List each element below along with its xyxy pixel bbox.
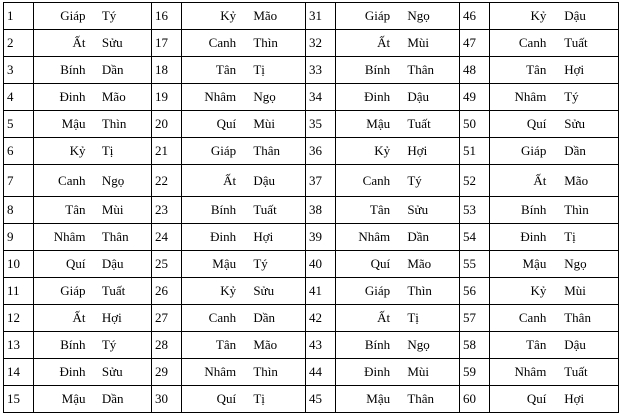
cycle-name-cell [182, 251, 306, 278]
table-row [4, 197, 619, 224]
sexagenary-cycle-table [3, 2, 619, 413]
table-row [4, 57, 619, 84]
heavenly-stem: Giáp [364, 283, 391, 298]
cycle-number-cell: 58 [460, 332, 490, 359]
cycle-number-cell: 56 [460, 278, 490, 305]
cycle-name-cell [34, 30, 152, 57]
cycle-number-cell: 43 [306, 332, 336, 359]
heavenly-stem: Ất [533, 172, 547, 188]
cycle-name-cell [490, 30, 619, 57]
heavenly-stem: Tân [215, 62, 237, 77]
cycle-number-cell: 25 [152, 251, 182, 278]
cycle-number-cell: 16 [152, 3, 182, 30]
cycle-number-cell: 47 [460, 30, 490, 57]
heavenly-stem: Mậu [212, 256, 237, 271]
heavenly-stem: Bính [364, 62, 391, 77]
earthly-branch: Mão [407, 256, 432, 271]
earthly-branch: Mùi [407, 364, 429, 379]
cycle-name-cell [336, 305, 460, 332]
cycle-number-cell: 51 [460, 138, 490, 165]
table-row [4, 165, 619, 197]
earthly-branch: Hợi [564, 62, 585, 77]
heavenly-stem: Đinh [59, 89, 86, 104]
earthly-branch: Tý [101, 337, 117, 352]
cycle-name-cell [182, 278, 306, 305]
earthly-branch: Thân [101, 229, 129, 244]
table-row [4, 386, 619, 413]
table-row [4, 138, 619, 165]
cycle-name-cell [34, 84, 152, 111]
heavenly-stem: Giáp [60, 283, 86, 298]
earthly-branch: Thân [253, 143, 281, 158]
cycle-number-cell: 14 [4, 359, 34, 386]
earthly-branch: Tý [564, 89, 579, 104]
heavenly-stem: Nhâm [358, 229, 391, 244]
heavenly-stem: Tân [215, 337, 237, 352]
cycle-number-cell: 48 [460, 57, 490, 84]
heavenly-stem: Nhâm [204, 89, 237, 104]
earthly-branch: Thìn [407, 283, 432, 298]
cycle-number-cell: 27 [152, 305, 182, 332]
heavenly-stem: Canh [208, 310, 237, 325]
cycle-number-cell: 30 [152, 386, 182, 413]
cycle-name-cell [336, 386, 460, 413]
earthly-branch: Sửu [101, 35, 123, 50]
earthly-branch: Sửu [407, 202, 429, 217]
cycle-number-cell: 60 [460, 386, 490, 413]
earthly-branch: Sửu [253, 283, 275, 298]
cycle-name-cell [182, 359, 306, 386]
earthly-branch: Dần [564, 143, 586, 158]
cycle-number-cell: 21 [152, 138, 182, 165]
cycle-name-cell [490, 57, 619, 84]
earthly-branch: Thân [407, 391, 435, 406]
cycle-name-cell [490, 386, 619, 413]
earthly-branch: Ngọ [101, 172, 125, 188]
heavenly-stem: Nhâm [514, 364, 547, 379]
earthly-branch: Thân [564, 310, 591, 325]
cycle-name-cell [34, 386, 152, 413]
earthly-branch: Hợi [101, 310, 122, 325]
cycle-name-cell [34, 165, 152, 197]
cycle-name-cell [34, 3, 152, 30]
cycle-name-cell [182, 224, 306, 251]
earthly-branch: Ngọ [407, 337, 430, 352]
cycle-number-cell: 24 [152, 224, 182, 251]
heavenly-stem: Giáp [60, 8, 86, 23]
heavenly-stem: Quí [370, 256, 391, 271]
cycle-name-cell [182, 197, 306, 224]
cycle-name-cell [336, 84, 460, 111]
heavenly-stem: Quí [526, 391, 547, 406]
earthly-branch: Hợi [253, 229, 274, 244]
earthly-branch: Dần [253, 310, 275, 325]
cycle-name-cell [182, 3, 306, 30]
earthly-branch: Dậu [564, 8, 586, 23]
cycle-number-cell: 3 [4, 57, 34, 84]
cycle-number-cell: 4 [4, 84, 34, 111]
heavenly-stem: Bính [364, 337, 391, 352]
earthly-branch: Ngọ [253, 89, 276, 104]
cycle-number-cell: 35 [306, 111, 336, 138]
cycle-name-cell [34, 197, 152, 224]
cycle-number-cell: 29 [152, 359, 182, 386]
earthly-branch: Thân [407, 62, 435, 77]
cycle-name-cell [336, 251, 460, 278]
cycle-table-body [4, 3, 619, 413]
cycle-name-cell [490, 3, 619, 30]
cycle-number-cell: 10 [4, 251, 34, 278]
cycle-name-cell [490, 332, 619, 359]
cycle-name-cell [182, 138, 306, 165]
cycle-number-cell: 31 [306, 3, 336, 30]
cycle-number-cell: 15 [4, 386, 34, 413]
cycle-number-cell: 37 [306, 165, 336, 197]
cycle-number-cell: 59 [460, 359, 490, 386]
cycle-number-cell: 52 [460, 165, 490, 197]
heavenly-stem: Tân [526, 62, 547, 77]
earthly-branch: Dần [407, 229, 429, 244]
table-row [4, 3, 619, 30]
heavenly-stem: Quí [216, 116, 237, 131]
cycle-name-cell [490, 111, 619, 138]
earthly-branch: Mùi [564, 283, 586, 298]
heavenly-stem: Đinh [520, 229, 547, 244]
cycle-number-cell: 33 [306, 57, 336, 84]
table-row [4, 84, 619, 111]
cycle-number-cell: 57 [460, 305, 490, 332]
cycle-name-cell [34, 332, 152, 359]
heavenly-stem: Mậu [366, 116, 391, 131]
cycle-name-cell [34, 359, 152, 386]
cycle-number-cell: 46 [460, 3, 490, 30]
heavenly-stem: Mậu [61, 116, 86, 131]
heavenly-stem: Kỷ [69, 143, 86, 158]
sexagenary-cycle-page [3, 2, 618, 413]
earthly-branch: Thìn [253, 364, 278, 379]
cycle-number-cell: 42 [306, 305, 336, 332]
heavenly-stem: Canh [518, 310, 547, 325]
cycle-number-cell: 9 [4, 224, 34, 251]
heavenly-stem: Mậu [61, 391, 86, 406]
earthly-branch: Tuất [407, 116, 431, 131]
cycle-number-cell: 12 [4, 305, 34, 332]
cycle-name-cell [336, 224, 460, 251]
earthly-branch: Dậu [101, 256, 124, 271]
heavenly-stem: Giáp [364, 8, 391, 23]
cycle-number-cell: 17 [152, 30, 182, 57]
heavenly-stem: Giáp [521, 143, 547, 158]
table-row [4, 359, 619, 386]
heavenly-stem: Bính [521, 202, 547, 217]
cycle-name-cell [490, 359, 619, 386]
cycle-number-cell: 38 [306, 197, 336, 224]
heavenly-stem: Kỷ [530, 283, 547, 298]
heavenly-stem: Kỷ [530, 8, 547, 23]
earthly-branch: Tuất [564, 364, 588, 379]
table-row [4, 224, 619, 251]
heavenly-stem: Quí [526, 116, 547, 131]
earthly-branch: Dần [101, 62, 124, 77]
earthly-branch: Tị [253, 391, 265, 406]
heavenly-stem: Đinh [364, 89, 391, 104]
cycle-name-cell [336, 278, 460, 305]
cycle-name-cell [34, 251, 152, 278]
cycle-name-cell [336, 3, 460, 30]
heavenly-stem: Ất [223, 172, 237, 188]
heavenly-stem: Ất [377, 310, 391, 325]
cycle-number-cell: 32 [306, 30, 336, 57]
table-row [4, 111, 619, 138]
heavenly-stem: Ất [72, 35, 86, 50]
cycle-name-cell [336, 30, 460, 57]
cycle-name-cell [34, 305, 152, 332]
table-row [4, 30, 619, 57]
earthly-branch: Sửu [101, 364, 123, 379]
cycle-number-cell: 7 [4, 165, 34, 197]
heavenly-stem: Kỷ [374, 143, 391, 158]
cycle-name-cell [336, 359, 460, 386]
cycle-name-cell [182, 111, 306, 138]
earthly-branch: Mão [101, 89, 126, 104]
heavenly-stem: Kỷ [220, 283, 237, 298]
earthly-branch: Tý [407, 172, 422, 188]
earthly-branch: Tý [101, 8, 117, 23]
cycle-name-cell [34, 111, 152, 138]
cycle-number-cell: 8 [4, 197, 34, 224]
heavenly-stem: Bính [210, 202, 237, 217]
cycle-number-cell: 50 [460, 111, 490, 138]
earthly-branch: Thìn [253, 35, 278, 50]
heavenly-stem: Quí [216, 391, 237, 406]
cycle-name-cell [490, 251, 619, 278]
earthly-branch: Hợi [564, 391, 585, 406]
earthly-branch: Tị [101, 143, 114, 158]
cycle-number-cell: 40 [306, 251, 336, 278]
cycle-name-cell [490, 305, 619, 332]
heavenly-stem: Tân [369, 202, 391, 217]
cycle-name-cell [34, 224, 152, 251]
earthly-branch: Mùi [101, 202, 124, 217]
cycle-name-cell [182, 332, 306, 359]
earthly-branch: Mão [564, 172, 589, 188]
cycle-number-cell: 45 [306, 386, 336, 413]
cycle-number-cell: 22 [152, 165, 182, 197]
earthly-branch: Dậu [407, 89, 429, 104]
heavenly-stem: Đinh [364, 364, 391, 379]
heavenly-stem: Bính [60, 62, 86, 77]
heavenly-stem: Quí [65, 256, 86, 271]
earthly-branch: Mão [253, 8, 278, 23]
cycle-name-cell [336, 111, 460, 138]
cycle-number-cell: 23 [152, 197, 182, 224]
cycle-number-cell: 1 [4, 3, 34, 30]
earthly-branch: Ngọ [407, 8, 430, 23]
cycle-name-cell [182, 84, 306, 111]
cycle-number-cell: 13 [4, 332, 34, 359]
cycle-number-cell: 20 [152, 111, 182, 138]
cycle-number-cell: 44 [306, 359, 336, 386]
earthly-branch: Tuất [253, 202, 277, 217]
heavenly-stem: Kỷ [220, 8, 237, 23]
cycle-name-cell [182, 305, 306, 332]
cycle-name-cell [182, 386, 306, 413]
table-row [4, 332, 619, 359]
cycle-name-cell [34, 278, 152, 305]
heavenly-stem: Bính [60, 337, 86, 352]
cycle-name-cell [336, 332, 460, 359]
cycle-number-cell: 11 [4, 278, 34, 305]
cycle-name-cell [336, 197, 460, 224]
cycle-number-cell: 39 [306, 224, 336, 251]
earthly-branch: Tị [253, 62, 265, 77]
cycle-number-cell: 5 [4, 111, 34, 138]
cycle-number-cell: 55 [460, 251, 490, 278]
table-row [4, 305, 619, 332]
heavenly-stem: Canh [208, 35, 237, 50]
heavenly-stem: Ất [377, 35, 391, 50]
cycle-name-cell [336, 165, 460, 197]
earthly-branch: Tuất [564, 35, 588, 50]
heavenly-stem: Mậu [522, 256, 547, 271]
heavenly-stem: Đinh [210, 229, 237, 244]
cycle-name-cell [34, 57, 152, 84]
heavenly-stem: Nhâm [204, 364, 237, 379]
heavenly-stem: Ất [72, 310, 86, 325]
heavenly-stem: Giáp [210, 143, 237, 158]
earthly-branch: Ngọ [564, 256, 587, 271]
cycle-number-cell: 28 [152, 332, 182, 359]
cycle-number-cell: 53 [460, 197, 490, 224]
earthly-branch: Thìn [101, 116, 127, 131]
earthly-branch: Thìn [564, 202, 589, 217]
cycle-name-cell [336, 138, 460, 165]
earthly-branch: Tuất [101, 283, 126, 298]
heavenly-stem: Canh [518, 35, 547, 50]
cycle-number-cell: 54 [460, 224, 490, 251]
cycle-name-cell [490, 197, 619, 224]
cycle-number-cell: 41 [306, 278, 336, 305]
cycle-name-cell [490, 165, 619, 197]
earthly-branch: Hợi [407, 143, 428, 158]
cycle-number-cell: 6 [4, 138, 34, 165]
cycle-number-cell: 49 [460, 84, 490, 111]
cycle-name-cell [490, 84, 619, 111]
cycle-number-cell: 2 [4, 30, 34, 57]
heavenly-stem: Nhâm [53, 229, 86, 244]
cycle-number-cell: 18 [152, 57, 182, 84]
earthly-branch: Mùi [253, 116, 275, 131]
cycle-number-cell: 36 [306, 138, 336, 165]
earthly-branch: Mùi [407, 35, 429, 50]
cycle-name-cell [490, 278, 619, 305]
table-row [4, 278, 619, 305]
cycle-number-cell: 26 [152, 278, 182, 305]
heavenly-stem: Mậu [366, 391, 391, 406]
cycle-name-cell [182, 30, 306, 57]
earthly-branch: Dần [101, 391, 124, 406]
cycle-name-cell [490, 224, 619, 251]
earthly-branch: Dậu [564, 337, 586, 352]
cycle-name-cell [182, 57, 306, 84]
heavenly-stem: Tân [65, 202, 86, 217]
earthly-branch: Tị [564, 229, 576, 244]
earthly-branch: Tý [253, 256, 268, 271]
cycle-number-cell: 34 [306, 84, 336, 111]
earthly-branch: Tị [407, 310, 419, 325]
table-row [4, 251, 619, 278]
heavenly-stem: Nhâm [514, 89, 547, 104]
cycle-name-cell [182, 165, 306, 197]
cycle-name-cell [490, 138, 619, 165]
heavenly-stem: Canh [58, 172, 86, 188]
heavenly-stem: Đinh [59, 364, 86, 379]
earthly-branch: Dậu [253, 172, 275, 188]
heavenly-stem: Canh [362, 172, 391, 188]
cycle-number-cell: 19 [152, 84, 182, 111]
cycle-name-cell [336, 57, 460, 84]
earthly-branch: Sửu [564, 116, 586, 131]
earthly-branch: Mão [253, 337, 278, 352]
heavenly-stem: Tân [526, 337, 547, 352]
cycle-name-cell [34, 138, 152, 165]
